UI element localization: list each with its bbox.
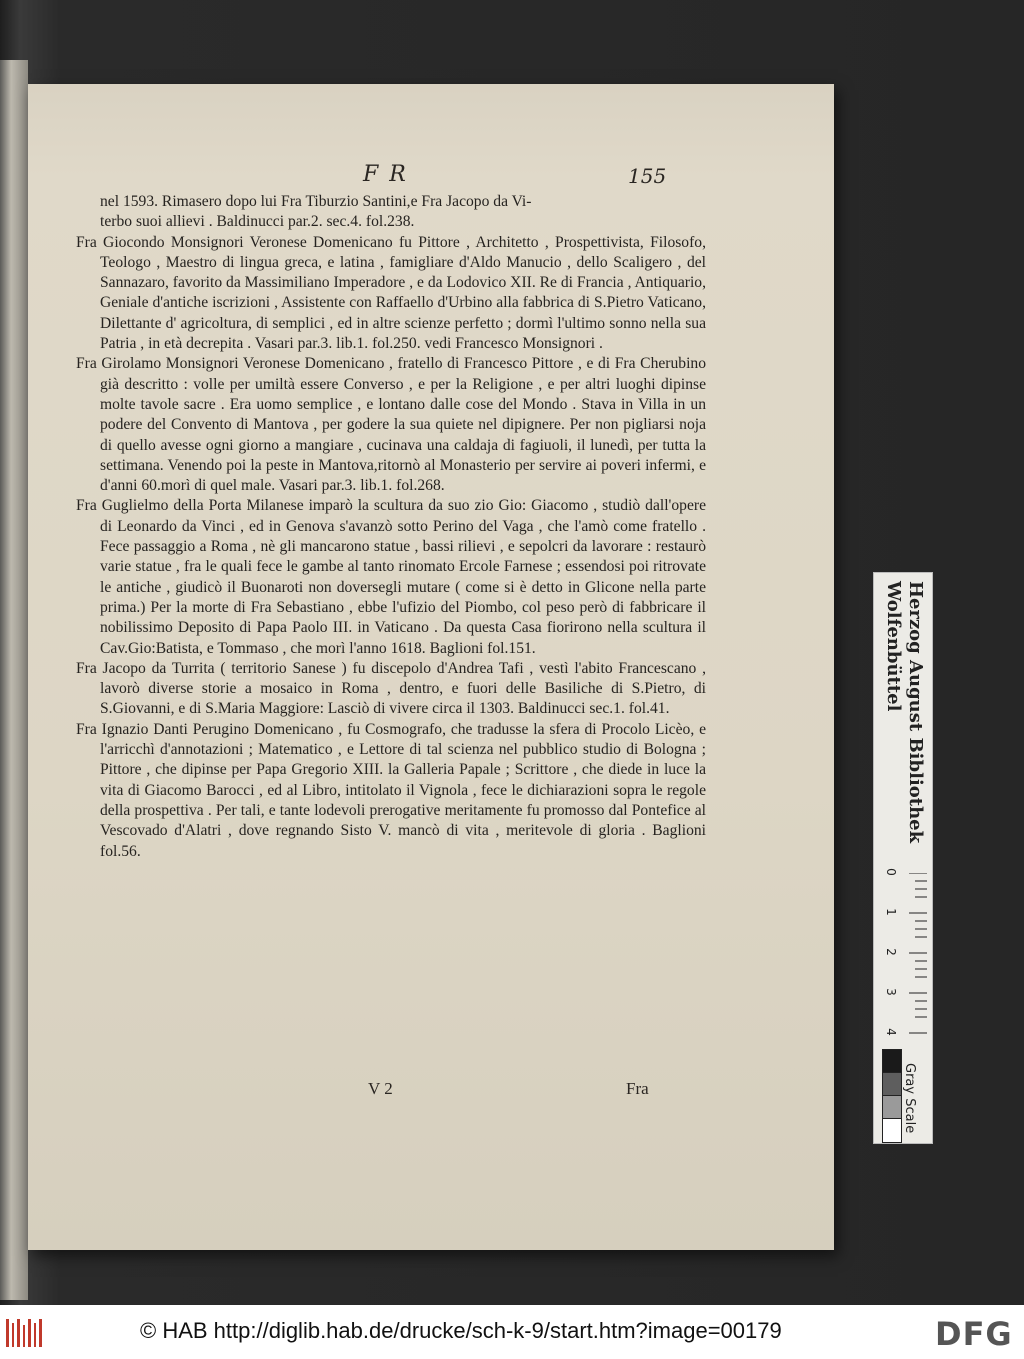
ruler-tick-0: 0	[883, 868, 898, 876]
library-name-line2: Wolfenbüttel	[883, 581, 904, 712]
gray-swatch-dark	[882, 1072, 902, 1097]
book-page	[28, 84, 834, 1250]
text-line: terbo suoi allievi . Baldinucci par.2. sec.4. fol.238.	[100, 213, 415, 231]
page-text	[76, 192, 706, 862]
dfg-logo: DFG	[935, 1315, 1013, 1353]
ruler-ticks-svg	[879, 873, 927, 1043]
ruler-tick-2: 2	[883, 948, 898, 956]
page-header	[28, 162, 834, 192]
footer-bar	[0, 1305, 1024, 1359]
library-name-line1: Herzog August Bibliothek	[905, 581, 926, 844]
gray-swatch-mid	[882, 1095, 902, 1120]
ruler-tick-1: 1	[883, 908, 898, 916]
entry-girolamo: Fra Girolamo Monsignori Veronese Domenicano , fratello di Francesco Pittore , e di Fra Cherubino già descritto : volle per umiltà essere Converso , e per la Religione , e per altri luoghi dipinse molte tavole sacre . Era uomo semplice , e lontano dalle cose del Mondo . Stava in Villa in un podere del Convento di Mantova , per godere la sua quiete nel dipignere. Per non pigliarsi noja di quello avesse ogni giorno a mangiare , cucinava una caldaja di fagiuoli, il lunedì, per tutta la settimana. Venendo poi la peste in Mantova,ritornò al Monasterio per servire ai poveri infermi, e d'anni 60.morì di quel male. Vasari par.3. lib.1. fol.268.	[76, 355, 706, 495]
catchword: Fra	[626, 1079, 649, 1098]
entry-jacopo: Fra Jacopo da Turrita ( territorio Sanese ) fu discepolo d'Andrea Tafi , vestì l'abito Francescano , lavorò diverse storie a mosaico in Roma , dentro, e fuori delle Basiliche di S.Pietro, di S.Giovanni, e di S.Maria Maggiore: Lasciò di vivere circa il 1303. Baldinucci sec.1. fol.41.	[76, 659, 706, 718]
running-head: F R	[363, 162, 408, 187]
ruler-tick-4: 4	[883, 1028, 898, 1036]
entry-ignazio: Fra Ignazio Danti Perugino Domenicano , fu Cosmografo, che tradusse la sfera di Procolo Licèo, e l'arricchì d'annotazioni ; Matematico , e Lettore di tal scienza nel pubblico studio di Bologna ; Pittore , che dipinse per Papa Gregorio XIII. la Galleria Papale ; Scrittore , che diede in luce la vita di Giacomo Barocci , ed al Libro, intitolato il Vignola , fece le dichiarazioni sopra le regole della prospettiva . Per tali, e tante lodevoli prerogative meritamente fu promosso dal Pontefice al Vescovado d'Alatri , dove regnando Sisto V. mancò di vita , meritevole di gloria . Baglioni fol.56.	[76, 720, 706, 860]
signature-mark: V 2	[368, 1079, 393, 1098]
text-line: nel 1593. Rimasero dopo lui Fra Tiburzio Santini,e Fra Jacopo da Vi-	[100, 193, 532, 210]
ruler-scale	[879, 868, 927, 1043]
gray-scale-label: Gray Scale	[902, 1063, 917, 1134]
ruler-tick-3: 3	[883, 988, 898, 996]
gray-swatch-white	[882, 1118, 902, 1143]
book-spine-edge	[0, 60, 28, 1300]
barcode-icon	[6, 1319, 46, 1347]
page-number: 155	[628, 164, 667, 188]
entry-guglielmo: Fra Guglielmo della Porta Milanese imparò la scultura da suo zio Gio: Giacomo , studiò dall'opere di Leonardo da Vinci , ed in Genova s'avanzò sotto Perino del Vaga , che l'amò come fratello . Fece passaggio a Roma , nè gli mancarono statue , bassi rilievi , e sepolcri da lavorare : restaurò varie statue , fra le quali fece le gambe al tanto rinomato Ercole Farnese ; essendosi poi ritrovate le antiche , giudicò il Buonaroti non doversegli mutare ( come si è detto in Glicone nella parte prima.) Per la morte di Fra Sebastiano , ebbe l'ufizio del Piombo, col peso però di fabbricare il nobilissimo Deposito di Papa Paolo III. in Vaticano . Da questa Casa fiorirono nella scultura il Cav.Gio:Batista, e Tommaso , che morì l'anno 1618. Baglioni fol.151.	[76, 497, 706, 657]
entry-giocondo: Fra Giocondo Monsignori Veronese Domenicano fu Pittore , Architetto , Prospettivista, Filosofo, Teologo , Maestro di lingua greca, e latina , famigliare d'Aldo Manucio , dello Scaligero , del Sannazaro, favorito da Massimiliano Imperadore , e da Lodovico XII. Re di Francia , Antiquario, Geniale d'antiche iscrizioni , Assistente con Raffaello d'Urbino alla fabbrica di S.Pietro Vaticano, Dilettante d' agricoltura, di semplici , ed in altre scienze perfetto ; dormì l'ultimo sonno nella sua Patria , in età decrepita . Vasari par.3. lib.1. fol.250. vedi Francesco Monsignori .	[76, 233, 706, 353]
library-name	[880, 581, 926, 881]
library-ruler-card	[873, 572, 933, 1144]
copyright-link[interactable]: © HAB http://diglib.hab.de/drucke/sch-k-9/start.htm?image=00179	[140, 1318, 782, 1343]
gray-swatch-black	[882, 1049, 902, 1074]
